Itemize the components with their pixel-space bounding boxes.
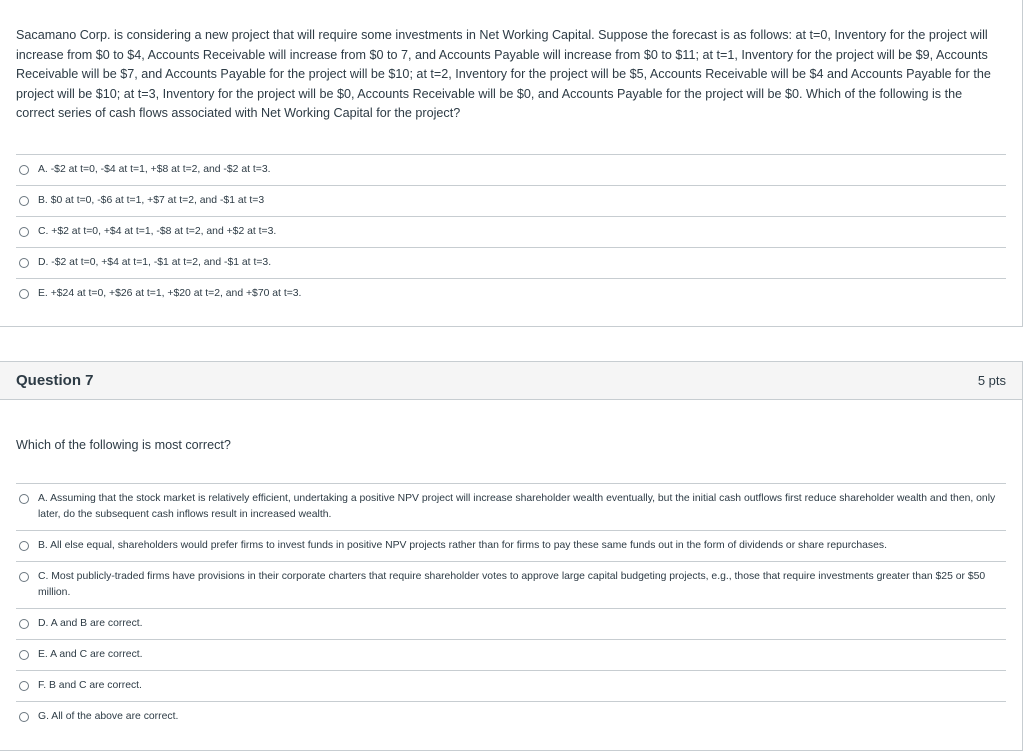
answer-option-c[interactable]	[16, 561, 1006, 608]
answer-label: A. Assuming that the stock market is relatively efficient, undertaking a positive NPV project will increase shareholder wealth eventually, but the initial cash outflows first reduce shareholder wealth and then, only later, do the subsequent cash inflows result in increased wealth.	[38, 493, 996, 520]
answer-label: E. +$24 at t=0, +$26 at t=1, +$20 at t=2, and +$70 at t=3.	[38, 288, 302, 299]
radio-button[interactable]	[19, 196, 29, 206]
answer-label: G. All of the above are correct.	[38, 711, 179, 722]
question-7-answers	[16, 483, 1006, 732]
question-7-card	[0, 361, 1023, 751]
radio-button[interactable]	[19, 165, 29, 175]
answer-option-g[interactable]	[16, 701, 1006, 732]
answer-option-d[interactable]	[16, 608, 1006, 639]
answer-option-b[interactable]	[16, 185, 1006, 216]
answer-option-e[interactable]	[16, 278, 1006, 309]
answer-option-c[interactable]	[16, 216, 1006, 247]
radio-button[interactable]	[19, 650, 29, 660]
answer-label: A. -$2 at t=0, -$4 at t=1, +$8 at t=2, and -$2 at t=3.	[38, 164, 271, 175]
answer-option-f[interactable]	[16, 670, 1006, 701]
answer-option-d[interactable]	[16, 247, 1006, 278]
question-6-card	[0, 0, 1023, 327]
radio-button[interactable]	[19, 712, 29, 722]
answer-option-a[interactable]	[16, 154, 1006, 185]
radio-button[interactable]	[19, 681, 29, 691]
question-6-text: Sacamano Corp. is considering a new project that will require some investments in Net Working Capital. Suppose the forecast is as follows: at t=0, Inventory for the project will increase from $0 to $4, Accounts Receivable will increase from $0 to 7, and Accounts Payable will increase from $0 to $11; at t=1, Inventory for the project will be $9, Accounts Receivable will be $7, and Accounts Payable for the project will be $10; at t=2, Inventory for the project will be $5, Accounts Receivable will be $4 and Accounts Payable for the project will be $10; at t=3, Inventory for the project will be $0, Accounts Receivable will be $0, and Accounts Payable for the project will be $0. Which of the following is the correct series of cash flows associated with Net Working Capital for the project?	[16, 28, 991, 120]
question-title: Question 7	[16, 372, 94, 389]
answer-label: B. All else equal, shareholders would prefer firms to invest funds in positive NPV projects rather than for firms to pay these same funds out in the form of dividends or share repurchases.	[38, 540, 887, 551]
radio-button[interactable]	[19, 258, 29, 268]
answer-label: D. -$2 at t=0, +$4 at t=1, -$1 at t=2, and -$1 at t=3.	[38, 257, 272, 268]
radio-button[interactable]	[19, 572, 29, 582]
question-6-answers	[16, 154, 1006, 309]
answer-label: D. A and B are correct.	[38, 618, 143, 629]
radio-button[interactable]	[19, 619, 29, 629]
answer-option-a[interactable]	[16, 483, 1006, 530]
answer-label: B. $0 at t=0, -$6 at t=1, +$7 at t=2, and -$1 at t=3	[38, 195, 265, 206]
radio-button[interactable]	[19, 289, 29, 299]
answer-label: E. A and C are correct.	[38, 649, 143, 660]
answer-option-e[interactable]	[16, 639, 1006, 670]
question-7-text: Which of the following is most correct?	[16, 438, 231, 452]
answer-option-b[interactable]	[16, 530, 1006, 561]
radio-button[interactable]	[19, 541, 29, 551]
radio-button[interactable]	[19, 494, 29, 504]
question-header	[0, 362, 1022, 400]
answer-label: F. B and C are correct.	[38, 680, 142, 691]
radio-button[interactable]	[19, 227, 29, 237]
answer-label: C. +$2 at t=0, +$4 at t=1, -$8 at t=2, and +$2 at t=3.	[38, 226, 277, 237]
question-points: 5 pts	[977, 373, 1006, 388]
answer-label: C. Most publicly-traded firms have provisions in their corporate charters that require shareholder votes to approve large capital budgeting projects, e.g., those that require investments greater than $25 or $50 million.	[38, 571, 986, 598]
